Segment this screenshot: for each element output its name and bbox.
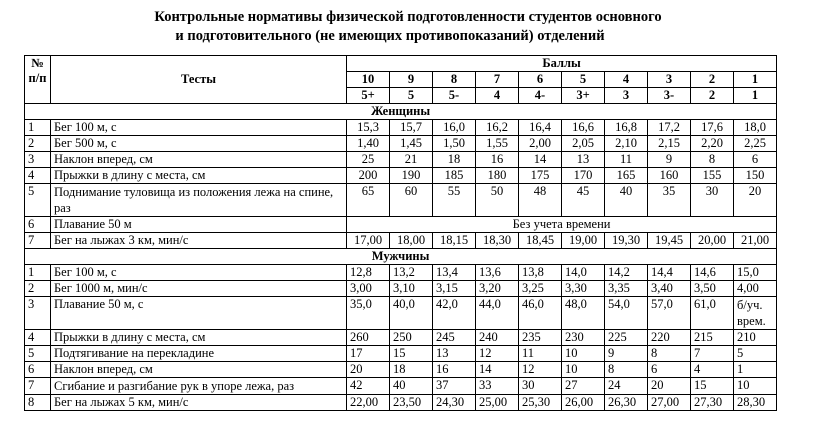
row-number: 3 bbox=[25, 297, 51, 330]
score-value: 160 bbox=[648, 168, 691, 184]
score-value: 190 bbox=[390, 168, 433, 184]
score-value: 15 bbox=[390, 346, 433, 362]
men-section-row bbox=[25, 249, 777, 265]
score-value: 2,25 bbox=[734, 136, 777, 152]
score-value: б/уч. врем. bbox=[734, 297, 777, 330]
score-value: 10 bbox=[562, 362, 605, 378]
test-name: Бег 500 м, с bbox=[51, 136, 347, 152]
row-number: 1 bbox=[25, 265, 51, 281]
table-row bbox=[25, 297, 777, 330]
score-value: 3,30 bbox=[562, 281, 605, 297]
score-value: 200 bbox=[347, 168, 390, 184]
score-value: 12 bbox=[519, 362, 562, 378]
score-value: 54,0 bbox=[605, 297, 648, 330]
score-value: 3,00 bbox=[347, 281, 390, 297]
grade-header-cell: 2 bbox=[691, 88, 734, 104]
span-value: Без учета времени bbox=[347, 217, 777, 233]
score-value: 35 bbox=[648, 184, 691, 217]
score-value: 61,0 bbox=[691, 297, 734, 330]
row-number: 7 bbox=[25, 233, 51, 249]
score-value: 46,0 bbox=[519, 297, 562, 330]
score-value: 44,0 bbox=[476, 297, 519, 330]
score-value: 15 bbox=[691, 378, 734, 395]
score-value: 8 bbox=[605, 362, 648, 378]
table-row bbox=[25, 378, 777, 395]
score-value: 1,45 bbox=[390, 136, 433, 152]
table-row bbox=[25, 120, 777, 136]
score-value: 28,30 bbox=[734, 395, 777, 411]
score-value: 10 bbox=[562, 346, 605, 362]
score-value: 18,00 bbox=[390, 233, 433, 249]
score-value: 180 bbox=[476, 168, 519, 184]
score-value: 16,4 bbox=[519, 120, 562, 136]
score-value: 40,0 bbox=[390, 297, 433, 330]
score-value: 150 bbox=[734, 168, 777, 184]
score-value: 17,00 bbox=[347, 233, 390, 249]
score-value: 17 bbox=[347, 346, 390, 362]
score-value: 18 bbox=[433, 152, 476, 168]
scores-header: Баллы bbox=[347, 56, 777, 72]
score-value: 18 bbox=[390, 362, 433, 378]
score-value: 25,00 bbox=[476, 395, 519, 411]
row-number: 3 bbox=[25, 152, 51, 168]
score-value: 4,00 bbox=[734, 281, 777, 297]
grade-header-cell: 1 bbox=[734, 88, 777, 104]
score-value: 240 bbox=[476, 330, 519, 346]
table-row bbox=[25, 265, 777, 281]
score-value: 8 bbox=[691, 152, 734, 168]
score-value: 33 bbox=[476, 378, 519, 395]
score-value: 18,0 bbox=[734, 120, 777, 136]
grade-header-cell: 3 bbox=[605, 88, 648, 104]
score-value: 42 bbox=[347, 378, 390, 395]
tests-header: Тесты bbox=[51, 56, 347, 104]
score-value: 27,30 bbox=[691, 395, 734, 411]
norms-table bbox=[24, 55, 777, 411]
score-value: 245 bbox=[433, 330, 476, 346]
score-value: 16,8 bbox=[605, 120, 648, 136]
score-value: 14,4 bbox=[648, 265, 691, 281]
row-number: 4 bbox=[25, 168, 51, 184]
document-title-line2: и подготовительного (не имеющих противопоказаний) отделений bbox=[175, 28, 605, 44]
score-value: 26,00 bbox=[562, 395, 605, 411]
score-value: 15,7 bbox=[390, 120, 433, 136]
row-number: 5 bbox=[25, 184, 51, 217]
table-row bbox=[25, 152, 777, 168]
row-number: 6 bbox=[25, 217, 51, 233]
score-value: 9 bbox=[605, 346, 648, 362]
score-value: 3,15 bbox=[433, 281, 476, 297]
score-value: 21 bbox=[390, 152, 433, 168]
score-value: 16,2 bbox=[476, 120, 519, 136]
score-value: 26,30 bbox=[605, 395, 648, 411]
score-value: 13 bbox=[562, 152, 605, 168]
score-value: 14 bbox=[476, 362, 519, 378]
score-value: 20,00 bbox=[691, 233, 734, 249]
test-name: Бег 100 м, с bbox=[51, 265, 347, 281]
table-row bbox=[25, 395, 777, 411]
score-value: 40 bbox=[605, 184, 648, 217]
score-value: 30 bbox=[691, 184, 734, 217]
score-value: 5 bbox=[734, 346, 777, 362]
score-value: 25 bbox=[347, 152, 390, 168]
score-value: 18,30 bbox=[476, 233, 519, 249]
score-value: 20 bbox=[347, 362, 390, 378]
score-value: 19,00 bbox=[562, 233, 605, 249]
score-value: 3,50 bbox=[691, 281, 734, 297]
table-row bbox=[25, 330, 777, 346]
score-value: 13 bbox=[433, 346, 476, 362]
score-value: 16,0 bbox=[433, 120, 476, 136]
row-number: 7 bbox=[25, 378, 51, 395]
score-value: 1,50 bbox=[433, 136, 476, 152]
score-value: 13,8 bbox=[519, 265, 562, 281]
score-value: 170 bbox=[562, 168, 605, 184]
score-value: 17,6 bbox=[691, 120, 734, 136]
score-value: 3,10 bbox=[390, 281, 433, 297]
score-value: 225 bbox=[605, 330, 648, 346]
score-value: 2,10 bbox=[605, 136, 648, 152]
num-header: № п/п bbox=[25, 56, 51, 104]
score-value: 14,2 bbox=[605, 265, 648, 281]
score-value: 11 bbox=[605, 152, 648, 168]
table-row bbox=[25, 281, 777, 297]
test-name: Подтягивание на перекладине bbox=[51, 346, 347, 362]
score-value: 25,30 bbox=[519, 395, 562, 411]
score-value: 220 bbox=[648, 330, 691, 346]
test-name: Наклон вперед, см bbox=[51, 362, 347, 378]
score-value: 2,20 bbox=[691, 136, 734, 152]
women-section-row bbox=[25, 104, 777, 120]
score-value: 22,00 bbox=[347, 395, 390, 411]
test-name: Прыжки в длину с места, см bbox=[51, 168, 347, 184]
points-header-cell: 5 bbox=[562, 72, 605, 88]
test-name: Плавание 50 м, с bbox=[51, 297, 347, 330]
score-value: 155 bbox=[691, 168, 734, 184]
header-row-1 bbox=[25, 56, 777, 72]
score-value: 20 bbox=[734, 184, 777, 217]
table-row bbox=[25, 184, 777, 217]
score-value: 3,40 bbox=[648, 281, 691, 297]
score-value: 16 bbox=[476, 152, 519, 168]
score-value: 235 bbox=[519, 330, 562, 346]
table-row bbox=[25, 233, 777, 249]
score-value: 24,30 bbox=[433, 395, 476, 411]
score-value: 215 bbox=[691, 330, 734, 346]
score-value: 16 bbox=[433, 362, 476, 378]
score-value: 1,40 bbox=[347, 136, 390, 152]
test-name: Сгибание и разгибание рук в упоре лежа, раз bbox=[51, 378, 347, 395]
score-value: 175 bbox=[519, 168, 562, 184]
score-value: 185 bbox=[433, 168, 476, 184]
score-value: 13,2 bbox=[390, 265, 433, 281]
points-header-cell: 9 bbox=[390, 72, 433, 88]
grade-header-cell: 3+ bbox=[562, 88, 605, 104]
score-value: 48,0 bbox=[562, 297, 605, 330]
row-number: 2 bbox=[25, 281, 51, 297]
score-value: 14,6 bbox=[691, 265, 734, 281]
score-value: 18,45 bbox=[519, 233, 562, 249]
table-row bbox=[25, 168, 777, 184]
score-value: 165 bbox=[605, 168, 648, 184]
test-name: Бег 1000 м, мин/с bbox=[51, 281, 347, 297]
score-value: 50 bbox=[476, 184, 519, 217]
score-value: 210 bbox=[734, 330, 777, 346]
men-section-label: Мужчины bbox=[25, 249, 777, 265]
test-name: Прыжки в длину с места, см bbox=[51, 330, 347, 346]
score-value: 2,00 bbox=[519, 136, 562, 152]
points-header-cell: 6 bbox=[519, 72, 562, 88]
score-value: 21,00 bbox=[734, 233, 777, 249]
points-header-cell: 10 bbox=[347, 72, 390, 88]
row-number: 1 bbox=[25, 120, 51, 136]
grade-header-cell: 5 bbox=[390, 88, 433, 104]
score-value: 14,0 bbox=[562, 265, 605, 281]
test-name: Наклон вперед, см bbox=[51, 152, 347, 168]
score-value: 57,0 bbox=[648, 297, 691, 330]
score-value: 40 bbox=[390, 378, 433, 395]
document-title-line1: Контрольные нормативы физической подготовленности студентов основного bbox=[154, 9, 662, 25]
points-header-cell: 1 bbox=[734, 72, 777, 88]
score-value: 8 bbox=[648, 346, 691, 362]
score-value: 4 bbox=[691, 362, 734, 378]
score-value: 3,20 bbox=[476, 281, 519, 297]
grade-header-cell: 5- bbox=[433, 88, 476, 104]
score-value: 65 bbox=[347, 184, 390, 217]
points-header-cell: 4 bbox=[605, 72, 648, 88]
score-value: 2,05 bbox=[562, 136, 605, 152]
score-value: 19,30 bbox=[605, 233, 648, 249]
score-value: 6 bbox=[648, 362, 691, 378]
score-value: 16,6 bbox=[562, 120, 605, 136]
score-value: 24 bbox=[605, 378, 648, 395]
score-value: 18,15 bbox=[433, 233, 476, 249]
score-value: 27 bbox=[562, 378, 605, 395]
row-number: 5 bbox=[25, 346, 51, 362]
score-value: 14 bbox=[519, 152, 562, 168]
score-value: 19,45 bbox=[648, 233, 691, 249]
score-value: 12 bbox=[476, 346, 519, 362]
score-value: 260 bbox=[347, 330, 390, 346]
points-header-cell: 2 bbox=[691, 72, 734, 88]
score-value: 6 bbox=[734, 152, 777, 168]
score-value: 42,0 bbox=[433, 297, 476, 330]
grade-header-cell: 4 bbox=[476, 88, 519, 104]
score-value: 23,50 bbox=[390, 395, 433, 411]
score-value: 11 bbox=[519, 346, 562, 362]
test-name: Бег на лыжах 3 км, мин/с bbox=[51, 233, 347, 249]
grade-header-cell: 5+ bbox=[347, 88, 390, 104]
score-value: 1 bbox=[734, 362, 777, 378]
score-value: 12,8 bbox=[347, 265, 390, 281]
row-number: 4 bbox=[25, 330, 51, 346]
test-name: Бег на лыжах 5 км, мин/с bbox=[51, 395, 347, 411]
score-value: 15,0 bbox=[734, 265, 777, 281]
score-value: 3,35 bbox=[605, 281, 648, 297]
test-name: Поднимание туловища из положения лежа на спине, раз bbox=[51, 184, 347, 217]
test-name: Бег 100 м, с bbox=[51, 120, 347, 136]
score-value: 17,2 bbox=[648, 120, 691, 136]
score-value: 250 bbox=[390, 330, 433, 346]
grade-header-cell: 3- bbox=[648, 88, 691, 104]
table-row bbox=[25, 362, 777, 378]
row-number: 2 bbox=[25, 136, 51, 152]
test-name: Плавание 50 м bbox=[51, 217, 347, 233]
women-section-label: Женщины bbox=[25, 104, 777, 120]
score-value: 10 bbox=[734, 378, 777, 395]
points-header-cell: 8 bbox=[433, 72, 476, 88]
row-number: 8 bbox=[25, 395, 51, 411]
score-value: 13,4 bbox=[433, 265, 476, 281]
score-value: 55 bbox=[433, 184, 476, 217]
score-value: 9 bbox=[648, 152, 691, 168]
row-number: 6 bbox=[25, 362, 51, 378]
score-value: 3,25 bbox=[519, 281, 562, 297]
score-value: 30 bbox=[519, 378, 562, 395]
points-header-cell: 3 bbox=[648, 72, 691, 88]
score-value: 45 bbox=[562, 184, 605, 217]
table-row bbox=[25, 136, 777, 152]
score-value: 1,55 bbox=[476, 136, 519, 152]
score-value: 37 bbox=[433, 378, 476, 395]
score-value: 7 bbox=[691, 346, 734, 362]
score-value: 13,6 bbox=[476, 265, 519, 281]
score-value: 48 bbox=[519, 184, 562, 217]
grade-header-cell: 4- bbox=[519, 88, 562, 104]
score-value: 2,15 bbox=[648, 136, 691, 152]
table-row bbox=[25, 346, 777, 362]
points-header-cell: 7 bbox=[476, 72, 519, 88]
score-value: 15,3 bbox=[347, 120, 390, 136]
score-value: 20 bbox=[648, 378, 691, 395]
table-row bbox=[25, 217, 777, 233]
score-value: 60 bbox=[390, 184, 433, 217]
score-value: 27,00 bbox=[648, 395, 691, 411]
score-value: 230 bbox=[562, 330, 605, 346]
score-value: 35,0 bbox=[347, 297, 390, 330]
